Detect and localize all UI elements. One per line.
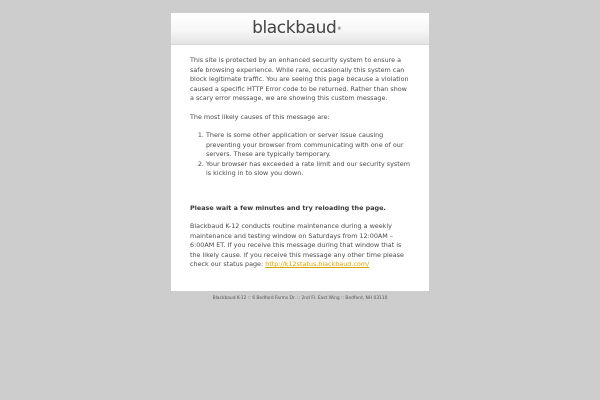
causes-heading: The most likely causes of this message are: (190, 112, 330, 121)
maintenance-text: Blackbaud K-12 conducts routine maintenance during a weekly maintenance and testing window on Saturdays from 12:00AM – 6:00AM ET. If you receive this message during that window that is the likely cause. If you receive this message any other time please check our status page: (190, 222, 404, 268)
message-panel (171, 13, 429, 291)
header-bar (171, 13, 429, 45)
maintenance-paragraph (190, 222, 411, 270)
status-page-link[interactable]: http://k12status.blackbaud.com/ (265, 260, 370, 268)
blackbaud-logo (252, 18, 341, 38)
cause-item-2: 2. Your browser has exceeded a rate limit and our security system is kicking in to slow you down. (206, 160, 411, 179)
wait-message: Please wait a few minutes and try reloading the page. (190, 203, 386, 212)
message-content (171, 45, 429, 270)
address-footer: Blackbaud K-12 :: 6 Bedford Farms Dr. :: 2nd Fl. East Wing :: Bedford, NH 03110 (212, 296, 388, 301)
cause-item-1: 1. There is some other application or server issue causing preventing your browser from communicating with one of our servers. These are typically temporary. (206, 131, 411, 160)
intro-paragraph: This site is protected by an enhanced security system to ensure a safe browsing experience. While rare, occasionally this system can block legitimate traffic. You are seeing this page because a violation caused a specific HTTP Error code to be returned. Rather than show a scary error message, we are showing this custom message. (190, 56, 409, 102)
logo-text: blackbaud (252, 18, 337, 38)
causes-list (190, 131, 411, 179)
registered-mark: ® (337, 26, 341, 31)
